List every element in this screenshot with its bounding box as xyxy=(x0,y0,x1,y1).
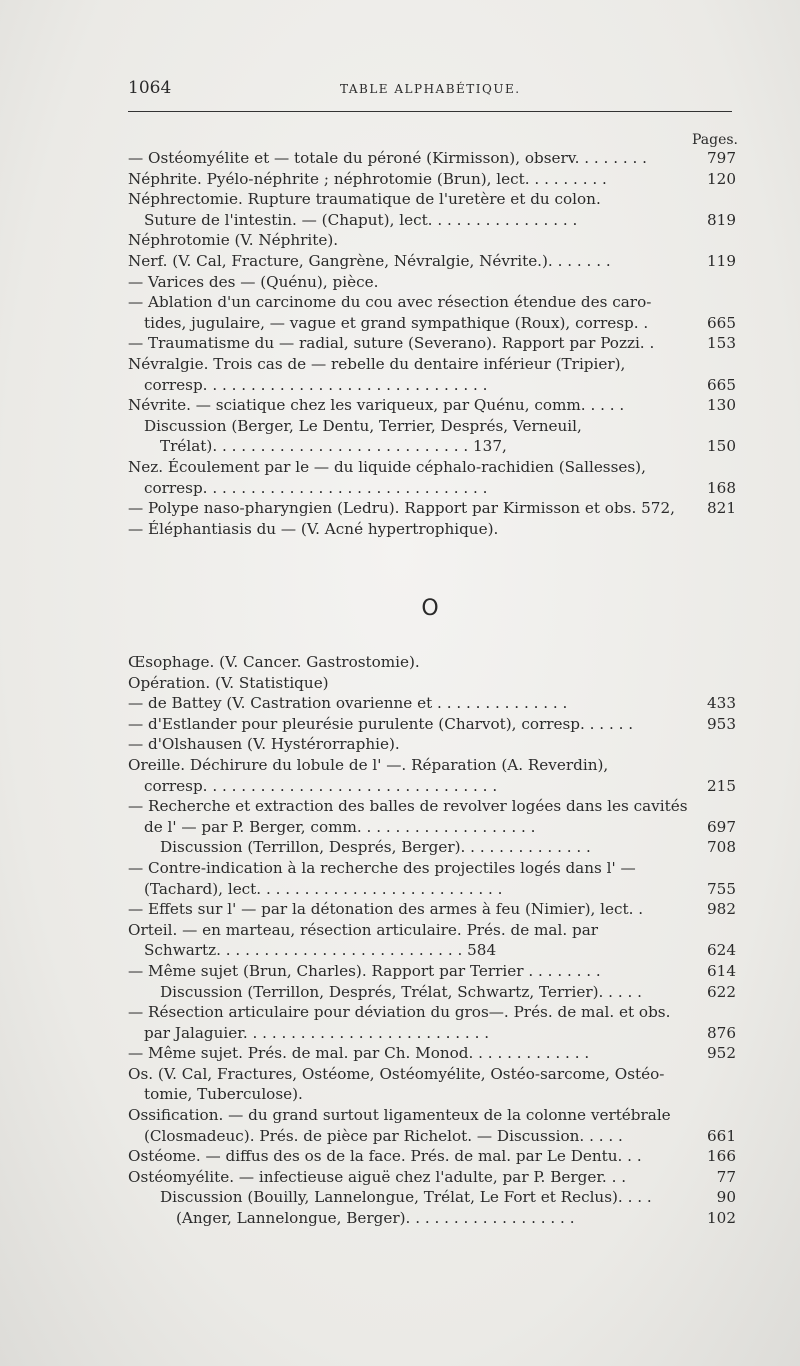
index-entry-text: de l' — par P. Berger, comm. . . . . . . . . . . . . . . . . . . xyxy=(144,817,536,836)
index-entry xyxy=(128,436,738,457)
index-entry xyxy=(128,734,738,755)
index-entry-page: 614 xyxy=(707,961,736,980)
index-entry-text: Néphrotomie (V. Néphrite). xyxy=(128,231,339,250)
index-entry xyxy=(128,920,738,941)
index-entry xyxy=(128,776,738,797)
index-entry xyxy=(128,519,738,540)
index-entry-text: Orteil. — en marteau, résection articulaire. Prés. de mal. par xyxy=(128,920,599,939)
index-entry xyxy=(128,313,738,334)
index-entry-text: — Même sujet (Brun, Charles). Rapport par Terrier . . . . . . . . xyxy=(128,961,601,980)
index-entry xyxy=(128,457,738,478)
index-entry-text: Œsophage. (V. Cancer. Gastrostomie). xyxy=(128,653,420,671)
page-number: 1064 xyxy=(128,78,172,98)
index-entry-page: 708 xyxy=(707,838,736,857)
index-entry xyxy=(128,354,738,375)
index-entry xyxy=(128,292,738,313)
index-entry xyxy=(128,1064,738,1085)
index-entry-text: — d'Estlander pour pleurésie purulente (Charvot), corresp. . . . . . xyxy=(128,714,634,733)
index-entry xyxy=(128,1043,738,1064)
index-entry-text: — Éléphantiasis du — (V. Acné hypertrophique). xyxy=(128,519,499,538)
index-entry xyxy=(128,961,738,982)
index-entry-text: corresp. . . . . . . . . . . . . . . . . . . . . . . . . . . . . . xyxy=(144,478,488,497)
index-entry xyxy=(128,1167,738,1188)
index-entry-text: Suture de l'intestin. — (Chaput), lect. . . . . . . . . . . . . . . . xyxy=(144,210,578,229)
header-rule xyxy=(128,111,732,112)
index-entry-page: 876 xyxy=(707,1023,736,1042)
index-entry-page: 120 xyxy=(707,169,736,188)
index-entry-page: 697 xyxy=(707,817,736,836)
index-entry-text: Discussion (Berger, Le Dentu, Terrier, Després, Verneuil, xyxy=(144,416,582,435)
index-entry-page: 119 xyxy=(707,251,736,270)
index-entry xyxy=(128,982,738,1003)
index-entry-page: 130 xyxy=(707,396,736,415)
index-entry xyxy=(128,673,738,694)
index-entry-text: Schwartz. . . . . . . . . . . . . . . . . . . . . . . . . . 584 xyxy=(144,941,497,960)
index-entry xyxy=(128,478,738,499)
pages-column-label: Pages. xyxy=(691,132,738,148)
index-entry-text: — d'Olshausen (V. Hystérorraphie). xyxy=(128,735,400,754)
index-entry-page: 90 xyxy=(716,1188,736,1207)
index-entry xyxy=(128,251,738,272)
running-title: TABLE ALPHABÉTIQUE. xyxy=(340,82,521,96)
index-entry-page: 953 xyxy=(707,714,736,733)
index-entry-text: — Varices des — (Quénu), pièce. xyxy=(128,272,379,291)
index-entry-text: — Ostéomyélite et — totale du péroné (Kirmisson), observ. . . . . . . . xyxy=(128,149,647,167)
index-entry-page: 102 xyxy=(707,1209,736,1228)
index-entry xyxy=(128,796,738,817)
index-entry xyxy=(128,899,738,920)
index-entry xyxy=(128,817,738,838)
index-entry-page: 166 xyxy=(707,1147,736,1166)
index-entry-text: tides, jugulaire, — vague et grand sympathique (Roux), corresp. . xyxy=(144,313,649,332)
index-entry xyxy=(128,148,738,169)
index-entry-text: par Jalaguier. . . . . . . . . . . . . . . . . . . . . . . . . . xyxy=(144,1023,490,1042)
index-entry-text: Discussion (Terrillon, Després, Trélat, Schwartz, Terrier). . . . . xyxy=(160,982,642,1001)
index-entry xyxy=(128,1187,738,1208)
entries-letter-o xyxy=(128,652,738,1229)
index-entry-text: — Polype naso-pharyngien (Ledru). Rapport par Kirmisson et obs. 572, xyxy=(128,499,675,518)
index-entry-page: 661 xyxy=(707,1126,736,1145)
index-entry xyxy=(128,189,738,210)
index-entry xyxy=(128,416,738,437)
index-entry xyxy=(128,230,738,251)
index-entry-page: 821 xyxy=(707,499,736,518)
index-entry xyxy=(128,693,738,714)
index-entry xyxy=(128,837,738,858)
index-entry-page: 168 xyxy=(707,478,736,497)
index-entry-page: 433 xyxy=(707,694,736,713)
index-entry-text: — Traumatisme du — radial, suture (Severano). Rapport par Pozzi. . xyxy=(128,334,655,353)
index-entry xyxy=(128,1146,738,1167)
index-entry-text: — Contre-indication à la recherche des projectiles logés dans l' — xyxy=(128,858,636,877)
index-entry xyxy=(128,272,738,293)
index-entry xyxy=(128,714,738,735)
index-entry-text: — Résection articulaire pour déviation du gros—. Prés. de mal. et obs. xyxy=(128,1003,671,1022)
index-entry-page: 622 xyxy=(707,982,736,1001)
index-entry-page: 797 xyxy=(707,149,736,167)
index-entry xyxy=(128,1105,738,1126)
index-entry-text: corresp. . . . . . . . . . . . . . . . . . . . . . . . . . . . . . xyxy=(144,375,488,394)
index-entry-text: Trélat). . . . . . . . . . . . . . . . . . . . . . . . . . . 137, xyxy=(160,437,507,456)
index-entry xyxy=(128,940,738,961)
index-entry-text: Néphrite. Pyélo-néphrite ; néphrotomie (Brun), lect. . . . . . . . . xyxy=(128,169,607,188)
index-entry xyxy=(128,858,738,879)
index-entry-text: (Tachard), lect. . . . . . . . . . . . . . . . . . . . . . . . . . xyxy=(144,879,503,898)
index-entry xyxy=(128,1084,738,1105)
index-entry-text: Ossification. — du grand surtout ligamenteux de la colonne vertébrale xyxy=(128,1106,671,1125)
index-entry-text: Néphrectomie. Rupture traumatique de l'uretère et du colon. xyxy=(128,190,601,209)
index-entry xyxy=(128,652,738,673)
index-entry-text: (Anger, Lannelongue, Berger). . . . . . . . . . . . . . . . . . xyxy=(176,1209,575,1228)
index-entry-text: (Closmadeuc). Prés. de pièce par Richelot. — Discussion. . . . . xyxy=(144,1126,623,1145)
index-entry-page: 150 xyxy=(707,437,736,456)
index-entry-page: 665 xyxy=(707,313,736,332)
index-entry-page: 77 xyxy=(716,1167,736,1186)
index-entry-text: Nerf. (V. Cal, Fracture, Gangrène, Névralgie, Névrite.). . . . . . . xyxy=(128,251,611,270)
index-entry-page: 982 xyxy=(707,900,736,919)
index-entry-text: — Même sujet. Prés. de mal. par Ch. Monod. . . . . . . . . . . . . xyxy=(128,1044,590,1063)
index-entry-text: Oreille. Déchirure du lobule de l' —. Réparation (A. Reverdin), xyxy=(128,755,609,774)
index-entry xyxy=(128,879,738,900)
index-entry-page: 665 xyxy=(707,375,736,394)
index-entry-text: — de Battey (V. Castration ovarienne et . . . . . . . . . . . . . . xyxy=(128,694,568,713)
section-letter-heading: O xyxy=(421,596,439,621)
index-entry-page: 624 xyxy=(707,941,736,960)
index-entry xyxy=(128,498,738,519)
index-entry-page: 215 xyxy=(707,776,736,795)
index-entry-text: — Effets sur l' — par la détonation des armes à feu (Nimier), lect. . xyxy=(128,900,644,919)
index-entry-text: tomie, Tuberculose). xyxy=(144,1085,303,1104)
index-entry-text: Ostéomyélite. — infectieuse aiguë chez l'adulte, par P. Berger. . . xyxy=(128,1167,627,1186)
index-entry xyxy=(128,1023,738,1044)
index-entry-page: 755 xyxy=(707,879,736,898)
index-entry xyxy=(128,1126,738,1147)
index-entry-text: Os. (V. Cal, Fractures, Ostéome, Ostéomyélite, Ostéo-sarcome, Ostéo- xyxy=(128,1064,665,1083)
index-entry xyxy=(128,1208,738,1229)
index-entry xyxy=(128,755,738,776)
entries-letter-n xyxy=(128,148,738,539)
index-entry-text: — Ablation d'un carcinome du cou avec résection étendue des caro- xyxy=(128,293,652,312)
index-entry-page: 952 xyxy=(707,1044,736,1063)
index-entry-text: Ostéome. — diffus des os de la face. Prés. de mal. par Le Dentu. . . xyxy=(128,1147,642,1166)
index-entry-text: Opération. (V. Statistique) xyxy=(128,673,329,692)
index-entry xyxy=(128,1002,738,1023)
index-entry-text: — Recherche et extraction des balles de revolver logées dans les cavités xyxy=(128,797,688,816)
index-entry-text: Nez. Écoulement par le — du liquide céphalo-rachidien (Sallesses), xyxy=(128,457,646,476)
index-entry xyxy=(128,333,738,354)
index-entry-text: Névralgie. Trois cas de — rebelle du dentaire inférieur (Tripier), xyxy=(128,354,626,373)
index-entry-text: Discussion (Bouilly, Lannelongue, Trélat, Le Fort et Reclus). . . . xyxy=(160,1188,652,1207)
index-entry-text: Discussion (Terrillon, Després, Berger). . . . . . . . . . . . . . xyxy=(160,838,591,857)
index-entry xyxy=(128,395,738,416)
index-entry-page: 819 xyxy=(707,210,736,229)
index-entry xyxy=(128,210,738,231)
index-entry-text: Névrite. — sciatique chez les variqueux, par Quénu, comm. . . . . xyxy=(128,396,625,415)
index-entry-page: 153 xyxy=(707,334,736,353)
index-entry xyxy=(128,169,738,190)
index-entry xyxy=(128,375,738,396)
index-entry-text: corresp. . . . . . . . . . . . . . . . . . . . . . . . . . . . . . . xyxy=(144,776,498,795)
